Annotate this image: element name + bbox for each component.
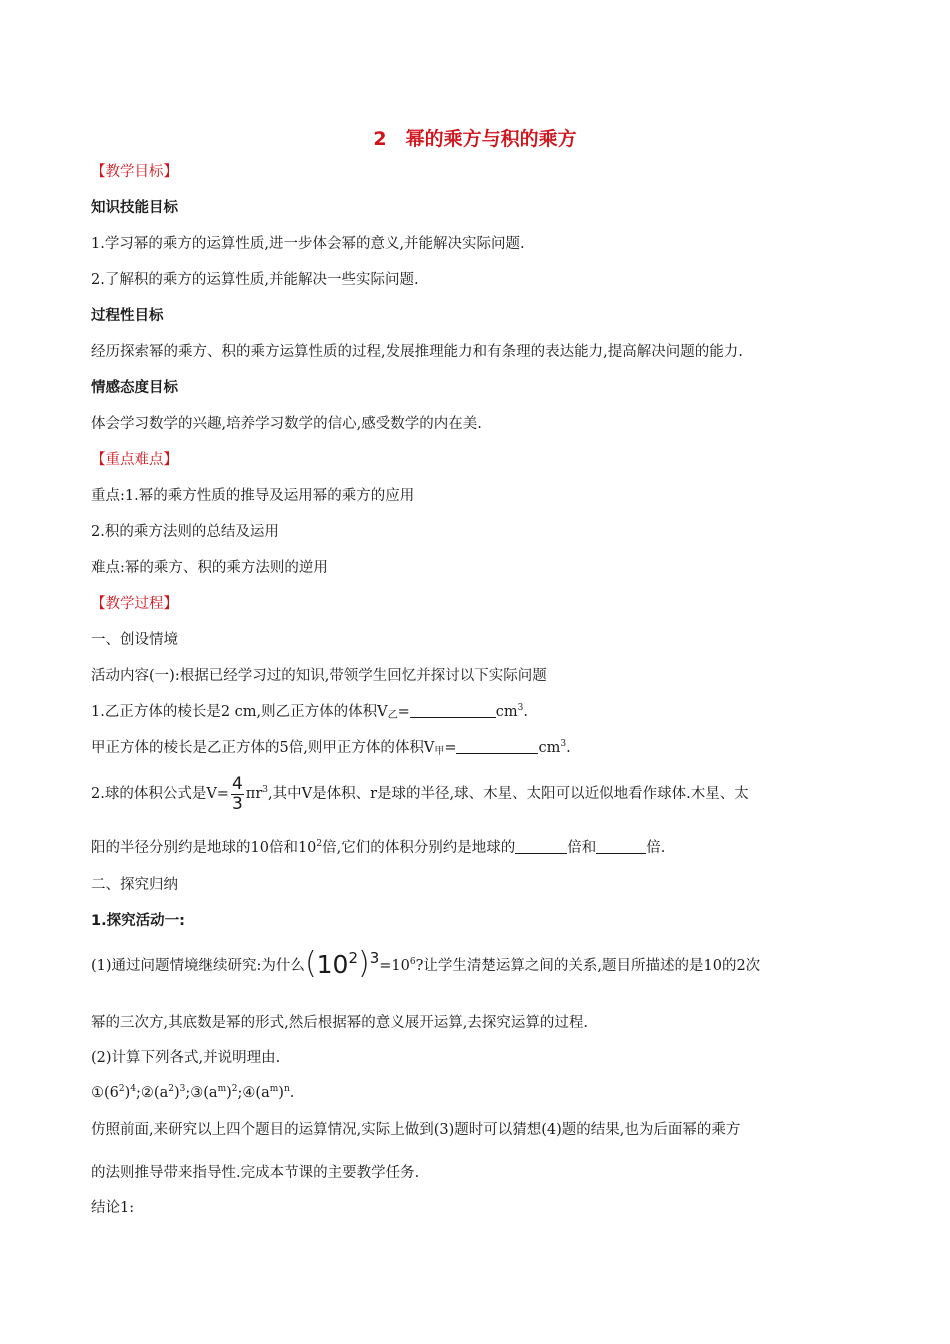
exercise-inner-exp: m [269, 1084, 279, 1094]
exercise-inner-exp: 2 [168, 1084, 174, 1094]
exercise-outer-exp: 2 [231, 1084, 238, 1094]
q1a-subscript: 乙 [387, 710, 398, 721]
q2b-text-end: 倍. [646, 840, 666, 856]
answer-blank [515, 839, 567, 854]
q1a-unit: cm [495, 704, 518, 720]
paragraph-imitate: 仿照前面,来研究以上四个题目的运算情况,实际上做到(3)题时可以猜想(4)题的结果,也为后面幂的乘方 [91, 1122, 741, 1138]
heading-knowledge-goals: 知识技能目标 [91, 200, 178, 216]
expr-base: 10 [316, 950, 349, 979]
q2b-exponent: 2 [316, 839, 323, 849]
step1-equals: =10 [379, 958, 410, 974]
heading-emotion-goals: 情感态度目标 [91, 380, 178, 396]
part2-heading: 二、探究归纳 [91, 877, 178, 893]
answer-blank [410, 703, 496, 718]
q1a-text: 1.乙正方体的棱长是2 cm,则乙正方体的体积V [91, 704, 388, 720]
exploration-step-2: (2)计算下列各式,并说明理由. [91, 1050, 281, 1066]
exploration-step-1 [91, 944, 760, 986]
exercise-close: ) [124, 1085, 131, 1101]
exercise-item [91, 1085, 141, 1101]
expr-outer-exponent: 3 [369, 949, 380, 967]
q2b-text-mid: 倍,它们的体积分别约是地球的 [322, 840, 516, 856]
emotion-goal-text: 体会学习数学的兴趣,培养学习数学的信心,感受数学的内在美. [91, 416, 482, 432]
heading-process-goals: 过程性目标 [91, 308, 164, 324]
exercise-sep: ; [136, 1085, 141, 1101]
q1b-equals: = [444, 740, 457, 756]
exploration-activity-1: 1.探究活动一: [91, 913, 185, 929]
q2-text-cont: ,其中V是体积、r是球的半径,球、木星、太阳可以近似地看作球体.木星、太 [268, 786, 749, 802]
exercise-base: ③(a [190, 1085, 218, 1101]
section-key-points: 【重点难点】 [91, 452, 178, 468]
expr-inner-exponent: 2 [348, 949, 359, 967]
exercise-list [91, 1083, 294, 1103]
question-1b [91, 738, 571, 758]
key-point-1: 重点:1.幂的乘方性质的推导及运用幂的乘方的应用 [91, 488, 415, 504]
power-expression: $(10^2)^3$ [304, 946, 380, 981]
exercise-outer-exp: 3 [179, 1084, 186, 1094]
difficult-point: 难点:幂的乘方、积的乘方法则的逆用 [91, 560, 328, 576]
exercise-base: ②(a [140, 1085, 169, 1101]
section-teaching-goals: 【教学目标】 [91, 164, 178, 180]
q1a-unit-exponent: 3 [517, 703, 524, 713]
fraction-numerator: 4 [231, 773, 243, 794]
fraction-four-thirds [231, 775, 244, 814]
q1b-unit-exponent: 3 [560, 739, 567, 749]
exercise-base: ①(6 [91, 1085, 119, 1101]
question-2-cont [91, 838, 665, 858]
answer-blank [596, 839, 646, 854]
q1a-equals: = [397, 704, 410, 720]
step1-text: (1)通过问题情境继续研究:为什么 [91, 958, 305, 974]
key-point-2: 2.积的乘方法则的总结及运用 [91, 524, 279, 540]
exercise-item [190, 1085, 242, 1101]
q1b-unit: cm [538, 740, 561, 756]
answer-blank [456, 739, 538, 754]
activity-content: 活动内容(一):根据已经学习过的知识,带领学生回忆并探讨以下实际问题 [91, 668, 547, 684]
conclusion-1: 结论1: [91, 1200, 135, 1216]
knowledge-item-2: 2.了解积的乘方的运算性质,并能解决一些实际问题. [91, 272, 419, 288]
question-2 [91, 772, 749, 816]
q1a-period: . [523, 704, 528, 720]
q1b-period: . [566, 740, 571, 756]
exercise-base: ④(a [242, 1085, 270, 1101]
exercise-sep: ; [185, 1085, 191, 1101]
exercise-close: ) [173, 1085, 180, 1101]
exercise-close: ) [226, 1085, 232, 1101]
exercise-inner-exp: 2 [118, 1084, 125, 1094]
q2-text: 2.球的体积公式是V= [91, 786, 229, 802]
section-teaching-process: 【教学过程】 [91, 596, 178, 612]
exercise-item [242, 1085, 294, 1101]
q2b-text: 阳的半径分别约是地球的10倍和10 [91, 840, 317, 856]
exercise-sep: . [289, 1085, 295, 1101]
step1-exponent: 6 [409, 957, 416, 967]
exercise-sep: ; [237, 1085, 243, 1101]
q2-pi-r: πr [245, 786, 263, 802]
step1-text-cont: ?让学生清楚运算之间的关系,题目所描述的是10的2次 [415, 958, 761, 974]
question-1a [91, 702, 528, 722]
exercise-inner-exp: m [217, 1084, 227, 1094]
paragraph-imitate-cont: 的法则推导带来指导性.完成本节课的主要教学任务. [91, 1165, 420, 1181]
part1-heading: 一、创设情境 [91, 632, 178, 648]
process-goal-text: 经历探索幂的乘方、积的乘方运算性质的过程,发展推理能力和有条理的表达能力,提高解决问题的能力. [91, 344, 743, 360]
q2b-text-mid2: 倍和 [567, 840, 597, 856]
knowledge-item-1: 1.学习幂的乘方的运算性质,进一步体会幂的意义,并能解决实际问题. [91, 236, 525, 252]
document-title: 2 幂的乘方与积的乘方 [373, 128, 577, 150]
exercise-close: ) [278, 1085, 284, 1101]
exercise-outer-exp: 4 [130, 1084, 137, 1094]
exercise-item [141, 1085, 190, 1101]
q2-exponent: 3 [262, 785, 268, 795]
q1b-subscript: 甲 [434, 746, 445, 757]
fraction-denominator: 3 [231, 793, 243, 814]
exploration-step-1-cont: 幂的三次方,其底数是幂的形式,然后根据幂的意义展开运算,去探究运算的过程. [91, 1015, 588, 1031]
exercise-outer-exp: n [283, 1084, 290, 1094]
q1b-text: 甲正方体的棱长是乙正方体的5倍,则甲正方体的体积V [91, 740, 435, 756]
